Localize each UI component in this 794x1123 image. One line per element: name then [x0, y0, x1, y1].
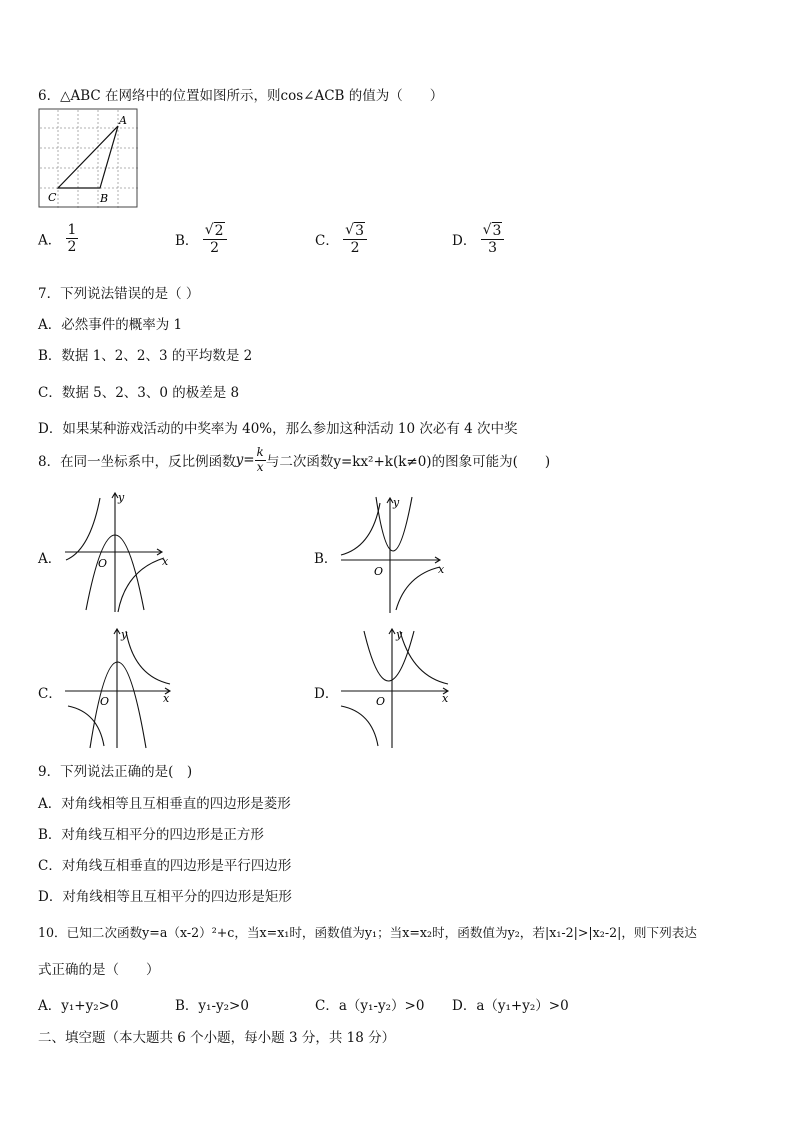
q10-stem-line2: 式正确的是（ ）: [38, 962, 160, 978]
q8-graph-a: [60, 490, 175, 615]
svg-text:y: y: [121, 628, 128, 641]
label-b: B: [100, 192, 109, 205]
q9-option-a: A．对角线相等且互相垂直的四边形是菱形: [38, 796, 291, 812]
q7-option-a: A．必然事件的概率为 1: [38, 317, 183, 333]
svg-text:x: x: [162, 555, 169, 568]
q8-graph-c: [60, 626, 180, 751]
q7-option-b: B．数据 1、2、2、3 的平均数是 2: [38, 348, 253, 364]
svg-text:x: x: [438, 563, 445, 576]
q8-option-b: B．: [314, 551, 338, 567]
q8-option-c: C．: [38, 686, 62, 702]
svg-text:x: x: [163, 692, 170, 705]
q7-stem: 7．下列说法错误的是（ ）: [38, 286, 200, 302]
q9-option-d: D．对角线相等且互相平分的四边形是矩形: [38, 889, 292, 905]
label-c: C: [48, 191, 57, 204]
q9-stem: 9．下列说法正确的是( ): [38, 764, 193, 780]
q10-option-a: A．y₁+y₂>0: [38, 998, 119, 1014]
q6-option-d: D． √ 3 3: [452, 222, 504, 256]
q9-option-c: C．对角线互相垂直的四边形是平行四边形: [38, 858, 292, 874]
svg-text:O: O: [100, 695, 110, 708]
q6-stem: 6．△ABC 在网络中的位置如图所示，则cos∠ACB 的值为（ ）: [38, 88, 444, 104]
q10-stem-line1: 10．已知二次函数y=a（x-2）²+c，当x=x₁时，函数值为y₁；当x=x₂时，函数值为y₂，若|x₁-2|>|x₂-2|，则下列表达: [38, 925, 697, 940]
q6-option-a: A． $\frac{1}{2}$: [38, 222, 77, 256]
q8-option-a: A．: [38, 551, 62, 567]
svg-text:x: x: [442, 692, 449, 705]
q8-stem: 8．在同一坐标系中，反比例函数 y= $\frac{k}{x}$ 与二次函数y=kx²+k(k≠0)的图象可能为( ): [38, 445, 551, 474]
q6-grid-figure: [38, 108, 140, 210]
q7-option-c: C．数据 5、2、3、0 的极差是 8: [38, 385, 240, 401]
q9-option-b: B．对角线互相平分的四边形是正方形: [38, 827, 264, 843]
q8-option-d: D．: [314, 686, 339, 702]
q10-option-b: B．y₁-y₂>0: [175, 998, 249, 1014]
q6-option-b: B． √ 2 2: [175, 222, 227, 256]
q10-option-d: D．a（y₁+y₂）>0: [452, 998, 569, 1014]
svg-text:O: O: [374, 565, 384, 578]
q8-graph-d: [336, 626, 456, 751]
q10-option-c: C．a（y₁-y₂）>0: [315, 998, 425, 1014]
section-fill-in-blank-title: 二、填空题（本大题共 6 个小题，每小题 3 分，共 18 分）: [38, 1030, 396, 1046]
svg-text:y: y: [118, 491, 125, 504]
label-a: A: [119, 114, 127, 127]
q8-graph-b: [336, 495, 451, 615]
svg-text:O: O: [98, 557, 108, 570]
q7-option-d: D．如果某种游戏活动的中奖率为 40%，那么参加这种活动 10 次必有 4 次中奖: [38, 421, 518, 437]
q6-option-c: C． √ 3 2: [315, 222, 367, 256]
triangle-abc: [58, 126, 118, 188]
svg-text:y: y: [393, 496, 400, 509]
svg-text:y: y: [396, 628, 403, 641]
svg-text:O: O: [376, 695, 386, 708]
